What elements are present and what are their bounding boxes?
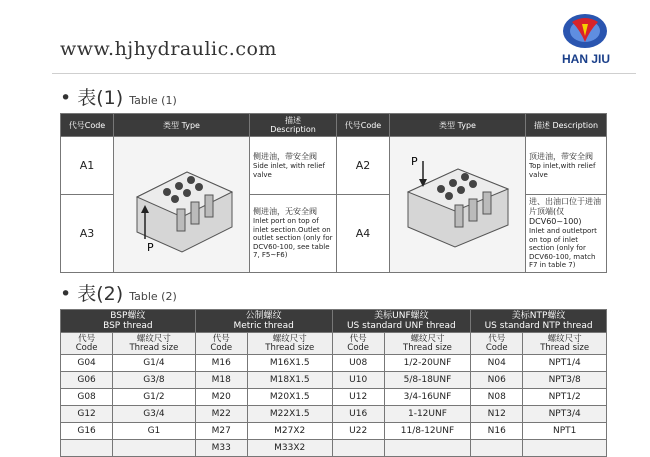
table2-title-cn: • 表(2) [60, 283, 124, 305]
table-cell: NPT3/4 [523, 406, 607, 423]
thread-size-subheader [247, 333, 332, 355]
t1-header-type-right: 类型 Type [390, 114, 526, 137]
sub-code-cn: 代号 [488, 333, 506, 344]
t2-subheader-row [61, 333, 607, 355]
desc-en: Inlet port on top of inlet section.Outlet on outlet section (only for DCV60-100, see table 7, F5~F6) [253, 217, 333, 260]
t2-body [61, 355, 607, 457]
company-logo [560, 12, 610, 50]
table-cell: M22X1.5 [247, 406, 332, 423]
table-cell: M20 [195, 389, 247, 406]
description-cell [250, 137, 337, 195]
table1-title-en: Table (1) [129, 94, 177, 107]
table-cell: U16 [332, 406, 384, 423]
table-cell [471, 440, 523, 457]
table-cell: G06 [61, 372, 113, 389]
t1-header-desc-en: Description [270, 125, 316, 134]
t1-header-desc-cn: 描述 [285, 116, 301, 125]
table2-title-en: Table (2) [129, 290, 177, 303]
thread-size-subheader [113, 333, 196, 355]
table-cell [523, 440, 607, 457]
table-cell: G1 [113, 423, 196, 440]
desc-cn: 顶进油，带安全阀 [529, 152, 593, 161]
table-row [61, 406, 607, 423]
thread-size-subheader [384, 333, 470, 355]
table-cell: G04 [61, 355, 113, 372]
table-cell [384, 440, 470, 457]
table-cell: NPT1/2 [523, 389, 607, 406]
code-subheader [61, 333, 113, 355]
group-en: US standard UNF thread [346, 321, 456, 331]
table-cell: N12 [471, 406, 523, 423]
table-cell [61, 440, 113, 457]
sub-code-en: Code [485, 342, 508, 353]
table-cell: U10 [332, 372, 384, 389]
port-label-p: P [146, 240, 154, 254]
valve-image-side-inlet [114, 137, 250, 273]
sub-code-en: Code [210, 342, 233, 353]
table-cell: 1-12UNF [384, 406, 470, 423]
table-cell [332, 440, 384, 457]
table-cell: U12 [332, 389, 384, 406]
table-cell: NPT1/4 [523, 355, 607, 372]
code-cell: A3 [61, 195, 114, 273]
sub-code-cn: 代号 [212, 333, 230, 344]
table-cell: G12 [61, 406, 113, 423]
table-cell: M18X1.5 [247, 372, 332, 389]
sub-code-en: Code [75, 342, 98, 353]
table-1 [60, 113, 607, 273]
table2-title [60, 279, 177, 306]
table-cell: 1/2-20UNF [384, 355, 470, 372]
table-cell: G3/8 [113, 372, 196, 389]
code-subheader [332, 333, 384, 355]
table-row [61, 137, 607, 195]
table-row [61, 440, 607, 457]
brand-name: HAN JIU [561, 52, 610, 66]
sub-size-cn: 螺纹尺寸 [547, 333, 582, 344]
table-cell: NPT1 [523, 423, 607, 440]
t1-header-desc-right: 描述 Description [526, 114, 607, 137]
valve-image-top-inlet [390, 137, 526, 273]
desc-cn: 侧进油，无安全阀 [253, 207, 317, 217]
code-cell: A1 [61, 137, 114, 195]
header-divider [52, 73, 636, 74]
code-cell: A2 [337, 137, 390, 195]
desc-en: Side inlet, with relief valve [253, 162, 325, 179]
table-cell: 3/4-16UNF [384, 389, 470, 406]
table-cell: N08 [471, 389, 523, 406]
table-cell: M16 [195, 355, 247, 372]
description-cell [250, 195, 337, 273]
port-label-p: P [410, 154, 418, 168]
desc-cn: 进、出油口位于进油片顶端(仅DCV60~100) [529, 197, 601, 227]
table-cell: U08 [332, 355, 384, 372]
t2-group-unf [332, 310, 471, 333]
table-2 [60, 309, 607, 457]
table1-title [60, 83, 177, 110]
table-cell: M18 [195, 372, 247, 389]
table-cell [113, 440, 196, 457]
group-cn: BSP螺纹 [110, 311, 146, 321]
description-cell [526, 137, 607, 195]
table-row [61, 423, 607, 440]
table-cell: M20X1.5 [247, 389, 332, 406]
sub-size-cn: 螺纹尺寸 [272, 333, 307, 344]
code-subheader [195, 333, 247, 355]
table-cell: G3/4 [113, 406, 196, 423]
website-url: www.hjhydraulic.com [60, 38, 277, 60]
sub-size-en: Thread size [540, 342, 590, 353]
group-cn: 公制螺纹 [245, 311, 282, 321]
t1-header-code-right: 代号Code [337, 114, 390, 137]
table-cell: M27X2 [247, 423, 332, 440]
table-cell: N06 [471, 372, 523, 389]
t2-group-ntp [471, 310, 607, 333]
t1-header-code-left: 代号Code [61, 114, 114, 137]
table-cell: G1/2 [113, 389, 196, 406]
t2-group-metric [195, 310, 332, 333]
valve-illustration [117, 147, 247, 261]
table-row [61, 355, 607, 372]
table-cell: N16 [471, 423, 523, 440]
thread-size-subheader [523, 333, 607, 355]
table-cell: 11/8-12UNF [384, 423, 470, 440]
group-en: US standard NTP thread [484, 321, 593, 331]
table-cell: M33 [195, 440, 247, 457]
table1-title-cn: • 表(1) [60, 87, 124, 109]
table-row [61, 389, 607, 406]
group-cn: 美标UNF螺纹 [374, 311, 429, 321]
description-cell [526, 195, 607, 273]
sub-code-cn: 代号 [78, 333, 96, 344]
table-cell: G16 [61, 423, 113, 440]
table-row [61, 372, 607, 389]
table-cell: 5/8-18UNF [384, 372, 470, 389]
desc-cn: 侧进油，带安全阀 [253, 152, 317, 161]
table-cell: M22 [195, 406, 247, 423]
table-cell: G08 [61, 389, 113, 406]
table-cell: U22 [332, 423, 384, 440]
t1-header-type-left: 类型 Type [114, 114, 250, 137]
t2-group-bsp [61, 310, 196, 333]
sub-size-cn: 螺纹尺寸 [136, 333, 171, 344]
table-cell: M33X2 [247, 440, 332, 457]
sub-size-en: Thread size [265, 342, 315, 353]
t1-header-desc-left [250, 114, 337, 137]
code-subheader [471, 333, 523, 355]
table-cell: NPT3/8 [523, 372, 607, 389]
table-cell: N04 [471, 355, 523, 372]
sub-size-en: Thread size [403, 342, 452, 353]
desc-en: Top inlet,with relief valve [529, 162, 596, 179]
sub-size-en: Thread size [129, 342, 179, 353]
table-cell: M27 [195, 423, 247, 440]
sub-code-en: Code [347, 342, 370, 353]
group-en: BSP thread [103, 321, 153, 331]
desc-en: Inlet and outletport on top of inlet section (only for DCV60-100, match F7 in table 7) [529, 227, 597, 270]
table-cell: G1/4 [113, 355, 196, 372]
sub-code-cn: 代号 [349, 333, 367, 344]
sub-size-cn: 螺纹尺寸 [410, 333, 445, 344]
group-en: Metric thread [233, 321, 294, 331]
table-cell: M16X1.5 [247, 355, 332, 372]
code-cell: A4 [337, 195, 390, 273]
valve-illustration [393, 147, 523, 261]
group-cn: 美标NTP螺纹 [511, 311, 566, 321]
